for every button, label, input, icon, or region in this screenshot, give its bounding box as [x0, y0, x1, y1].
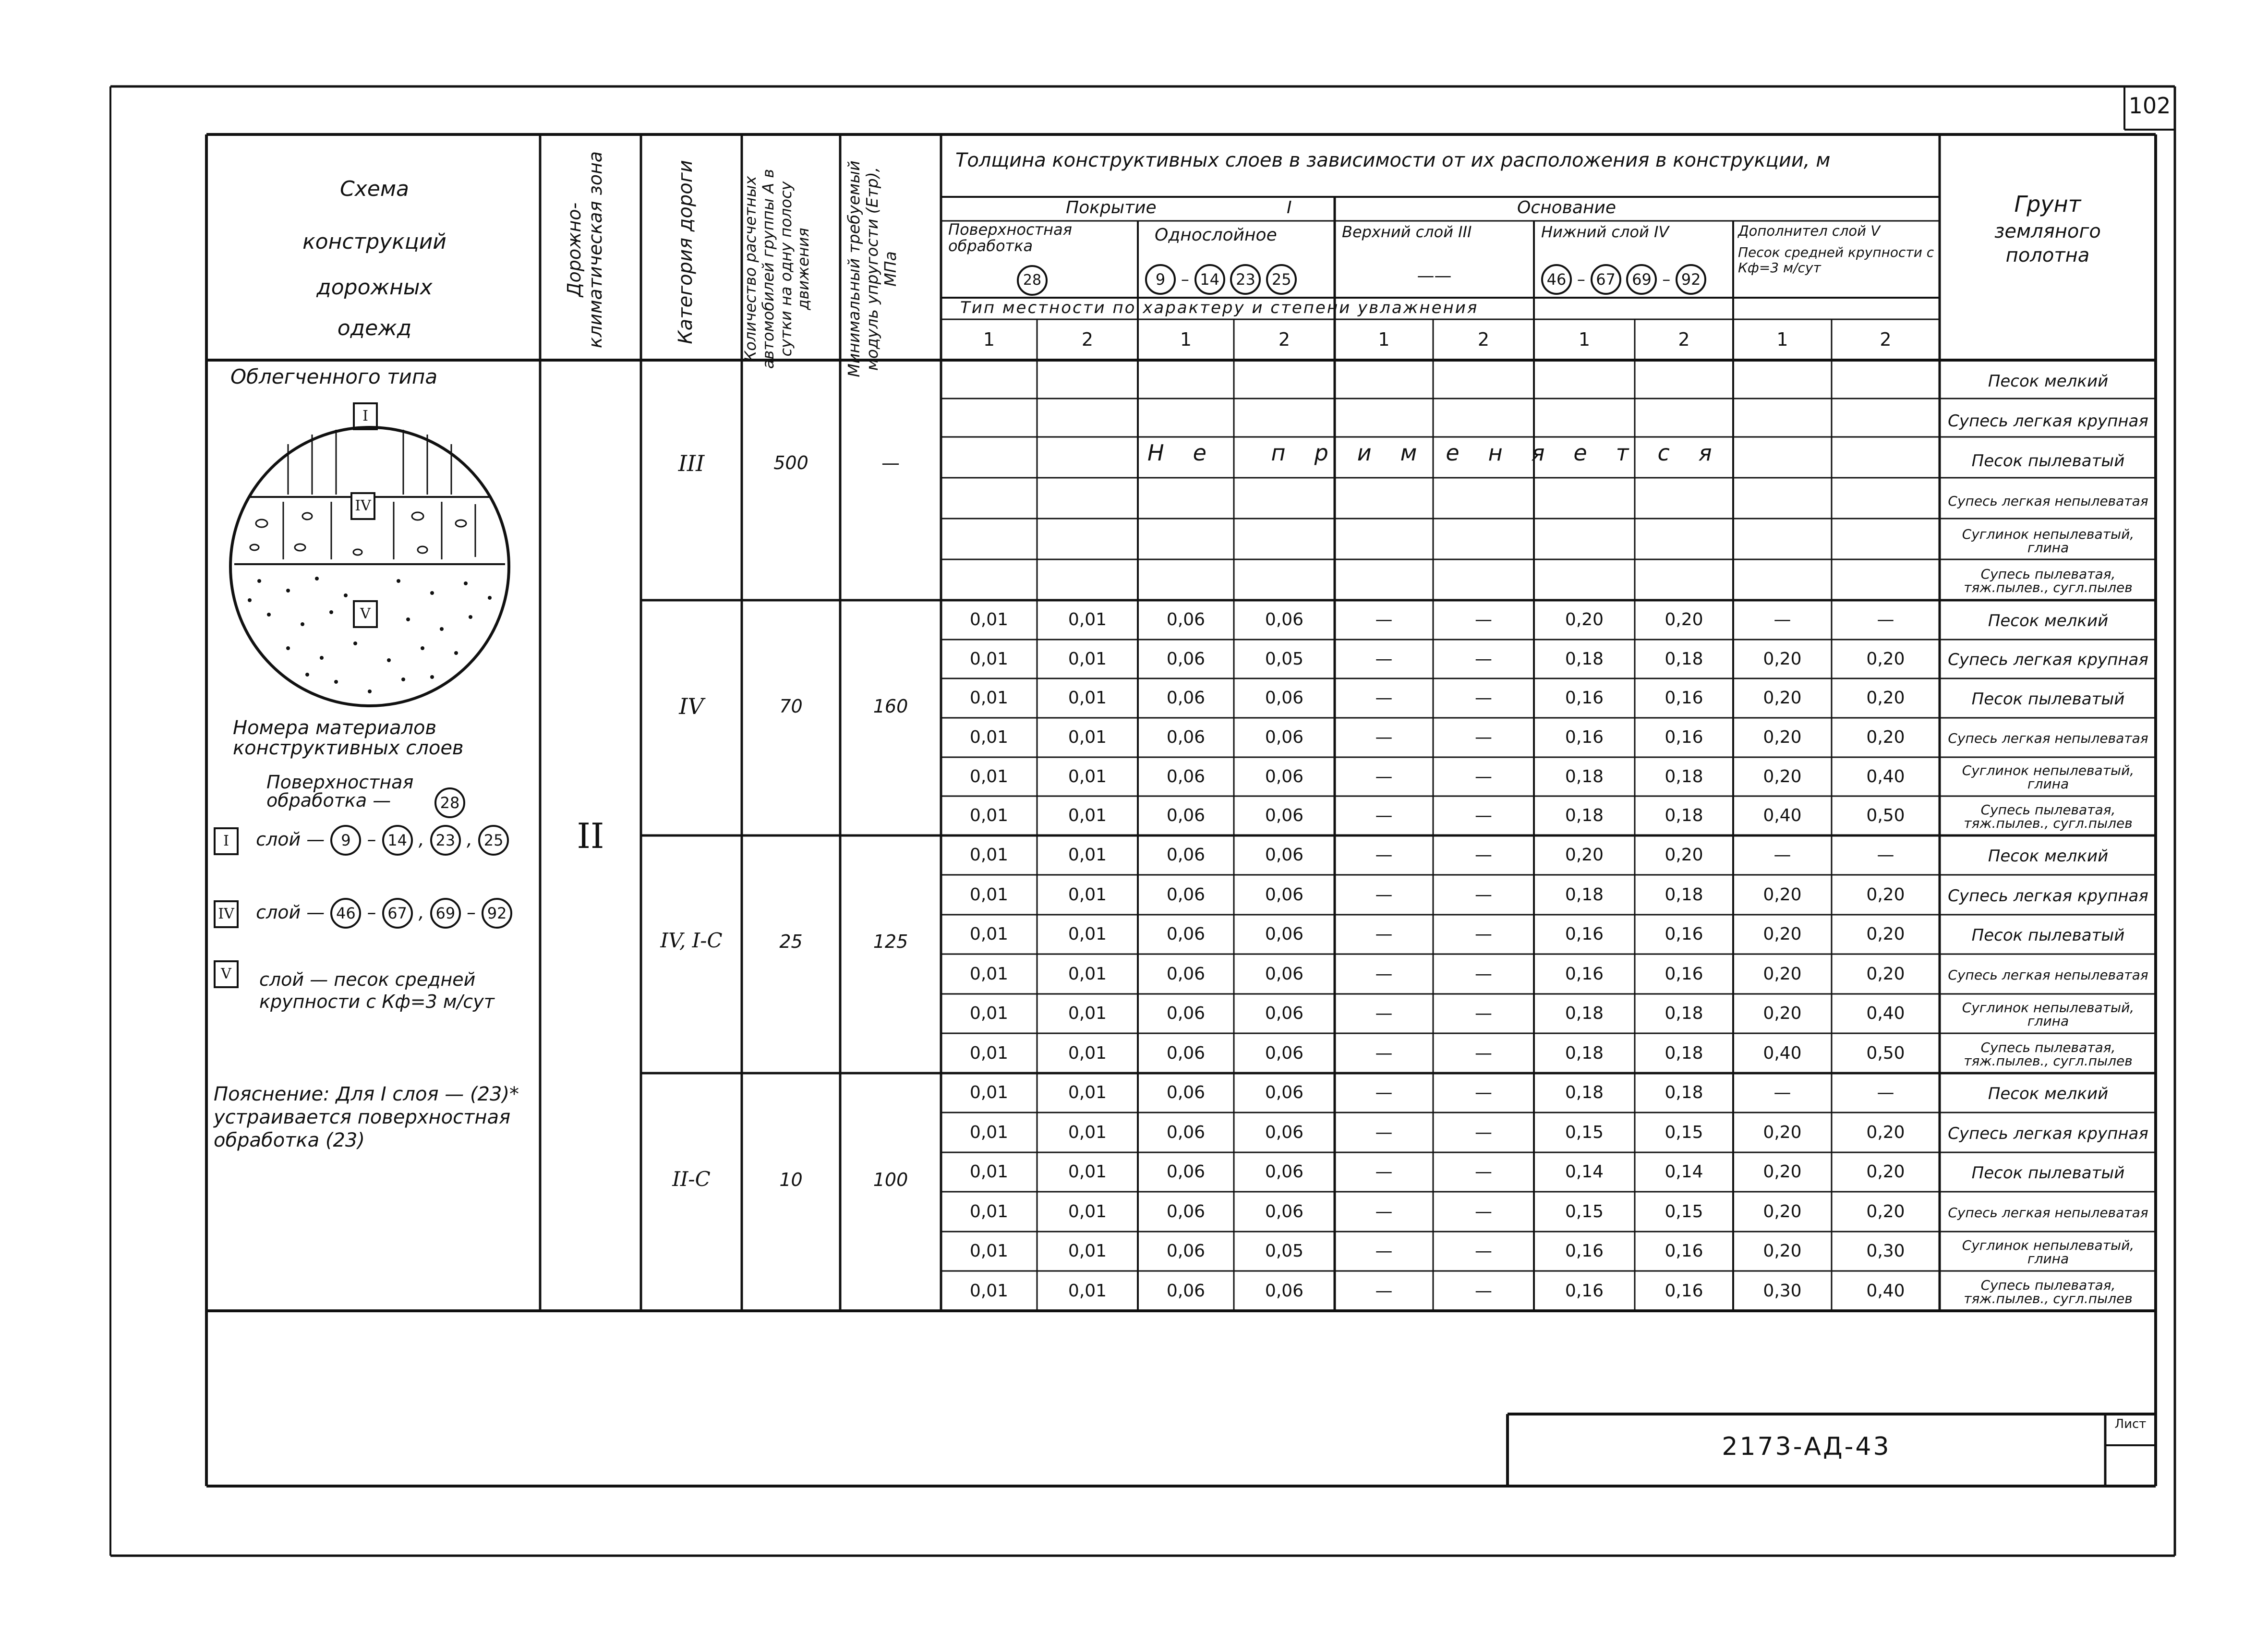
thickness-cell: 0,16	[1665, 688, 1703, 708]
material-number-circle: 25	[1266, 264, 1297, 295]
thickness-cell: 0,01	[1068, 1162, 1107, 1182]
thickness-cell: 0,06	[1166, 1162, 1206, 1182]
thickness-cell: 0,06	[1265, 1043, 1304, 1063]
thickness-cell: —	[1375, 1043, 1393, 1063]
thickness-cell: 0,18	[1665, 1004, 1703, 1024]
coating-num: I	[1287, 198, 1292, 218]
soil-type-label: Супесь легкая крупная	[1948, 886, 2148, 906]
thickness-cell: 0,20	[1866, 688, 1905, 708]
scheme-header-line3: дорожных	[316, 275, 433, 300]
thickness-cell: 0,06	[1265, 1162, 1304, 1182]
material-number-circle: 69	[430, 898, 461, 929]
soil-type-label: Супесь пылеватая, тяж.пылев., сугл.пылев	[1964, 1039, 2133, 1069]
additional-layer-header: Дополнител слой V	[1738, 223, 1881, 239]
thickness-cell: —	[1375, 1281, 1393, 1301]
thickness-cell: 0,20	[1763, 766, 1802, 786]
thickness-cell: —	[1375, 1122, 1393, 1142]
layer-label-middle: IV	[350, 492, 375, 520]
upper-layer-header: Верхний слой III	[1342, 223, 1472, 241]
thickness-cell: —	[1475, 1241, 1492, 1261]
thickness-cell: 0,06	[1265, 1201, 1304, 1222]
thickness-cell: —	[1375, 924, 1393, 944]
legend-row-layer-4: IV слой — 46 – 67 , 69 – 92	[214, 898, 512, 929]
thickness-cell: 0,01	[1068, 727, 1107, 747]
material-number-circle: 23	[430, 825, 461, 856]
single-layer-header: Однослойное	[1155, 225, 1277, 245]
thickness-cell: 0,40	[1763, 806, 1802, 826]
min-modulus-value: 125	[873, 931, 908, 952]
thickness-cell: 0,05	[1265, 649, 1304, 669]
thickness-cell: —	[1475, 649, 1492, 669]
thickness-cell: 0,01	[1068, 845, 1107, 865]
thickness-cell: 0,20	[1665, 609, 1703, 629]
thickness-cell: 0,14	[1665, 1162, 1703, 1182]
soil-type-label: Песок пылеватый	[1971, 451, 2125, 471]
thickness-cell: 0,15	[1565, 1201, 1604, 1222]
thickness-cell: 0,20	[1763, 1122, 1802, 1142]
scheme-header-line4: одежд	[337, 316, 412, 340]
thickness-cell: 0,18	[1565, 1083, 1604, 1103]
soil-type-label: Супесь легкая крупная	[1948, 1124, 2148, 1143]
thickness-cell: 0,40	[1763, 1043, 1802, 1063]
thickness-cell: —	[1475, 766, 1492, 786]
thickness-cell: —	[1877, 845, 1894, 865]
min-modulus-value: 100	[873, 1169, 908, 1190]
min-modulus-header: Минимальный требуемый модуль упругости (Eтр), МПа	[844, 160, 900, 377]
thickness-cell: 0,20	[1763, 1004, 1802, 1024]
legend-row-layer-1: I слой — 9 – 14 , 23 , 25	[214, 825, 509, 856]
thickness-cell: —	[1475, 924, 1492, 944]
thickness-cell: 0,06	[1265, 1004, 1304, 1024]
soil-type-label: Супесь пылеватая, тяж.пылев., сугл.пылев	[1964, 566, 2133, 596]
thickness-cell: 0,01	[969, 1004, 1009, 1024]
thickness-cell: 0,18	[1665, 649, 1703, 669]
legend-row-layer-5	[214, 960, 239, 988]
material-number-circle: 28	[434, 787, 465, 818]
layer-label-top: I	[353, 402, 378, 430]
thickness-cell: 0,18	[1565, 1004, 1604, 1024]
thickness-cell: 0,01	[969, 649, 1009, 669]
thickness-cell: 0,01	[969, 964, 1009, 984]
climatic-zone-value: II	[577, 816, 604, 856]
layer-number-box: I	[214, 827, 239, 855]
thickness-cell: 0,06	[1166, 845, 1206, 865]
thickness-cell: 0,01	[1068, 1122, 1107, 1142]
thickness-cell: 0,20	[1866, 884, 1905, 905]
thickness-cell: —	[1475, 845, 1492, 865]
soil-type-label: Супесь пылеватая, тяж.пылев., сугл.пылев	[1964, 1277, 2133, 1306]
scheme-header-line2: конструкций	[302, 230, 446, 254]
col-number: 2	[1880, 329, 1892, 350]
surface-treatment-material	[1017, 265, 1048, 296]
material-number-circle: 14	[1194, 264, 1225, 295]
explanation-note: Пояснение: Для I слоя — (23)* устраивается поверхностная обработка (23)	[214, 1083, 519, 1151]
thickness-cell: 0,20	[1763, 884, 1802, 905]
material-number-circle: 25	[478, 825, 509, 856]
soil-type-label: Суглинок непылеватый, глина	[1962, 1000, 2135, 1029]
col-number: 2	[1477, 329, 1490, 350]
thickness-cell: 0,16	[1565, 1241, 1604, 1261]
scheme-header-line1: Схема	[340, 177, 409, 201]
thickness-cell: —	[1475, 1004, 1492, 1024]
thickness-cell: 0,01	[969, 766, 1009, 786]
thickness-cell: 0,06	[1166, 1043, 1206, 1063]
thickness-cell: —	[1773, 609, 1791, 629]
thickness-cell: —	[1773, 1083, 1791, 1103]
thickness-cell: 0,01	[1068, 884, 1107, 905]
thickness-cell: 0,06	[1265, 884, 1304, 905]
thickness-cell: 0,06	[1265, 924, 1304, 944]
thickness-cell: 0,06	[1166, 806, 1206, 826]
thickness-cell: —	[1375, 766, 1393, 786]
thickness-cell: 0,01	[969, 1241, 1009, 1261]
soil-type-label: Суглинок непылеватый, глина	[1962, 762, 2135, 792]
thickness-cell: 0,30	[1763, 1281, 1802, 1301]
thickness-cell: —	[1475, 1162, 1492, 1182]
single-layer-materials: 9 – 14 23 25	[1145, 264, 1297, 295]
material-number-circle: 92	[1676, 264, 1706, 295]
thickness-cell: —	[1375, 609, 1393, 629]
thickness-cell: 0,06	[1265, 766, 1304, 786]
thickness-cell: 0,18	[1565, 649, 1604, 669]
soil-type-label: Супесь легкая непылеватая	[1948, 730, 2148, 746]
material-number-circle: 46	[1541, 264, 1572, 295]
thickness-cell: —	[1475, 688, 1492, 708]
legend-title: Номера материалов конструктивных слоев	[233, 717, 464, 759]
thickness-cell: 0,16	[1665, 1281, 1703, 1301]
thickness-cell: 0,06	[1166, 1201, 1206, 1222]
road-category-value: IV, I-С	[660, 929, 723, 952]
soil-type-label: Песок пылеватый	[1971, 1163, 2125, 1183]
thickness-cell: —	[1877, 1083, 1894, 1103]
sheet-corner-number: 102	[2128, 93, 2171, 119]
thickness-cell: 0,06	[1265, 688, 1304, 708]
soil-type-label: Песок мелкий	[1988, 371, 2109, 391]
thickness-cell: 0,01	[969, 845, 1009, 865]
thickness-cell: 0,30	[1866, 1241, 1905, 1261]
thickness-cell: 0,40	[1866, 1004, 1905, 1024]
thickness-cell: —	[1375, 1083, 1393, 1103]
thickness-cell: 0,01	[969, 727, 1009, 747]
thickness-cell: 0,20	[1866, 1122, 1905, 1142]
thickness-cell: 0,20	[1866, 1162, 1905, 1182]
soil-type-label: Супесь легкая непылеватая	[1948, 967, 2148, 983]
thickness-cell: 0,40	[1866, 766, 1905, 786]
vehicle-count-value: 25	[779, 931, 803, 952]
coating-header: Покрытие	[1066, 198, 1157, 218]
layer-number-box: IV	[214, 900, 239, 928]
thickness-cell: 0,01	[1068, 1241, 1107, 1261]
thickness-cell: 0,01	[969, 924, 1009, 944]
thickness-cell: 0,18	[1565, 1043, 1604, 1063]
thickness-cell: 0,06	[1265, 845, 1304, 865]
thickness-cell: —	[1475, 727, 1492, 747]
thickness-cell: 0,06	[1166, 1241, 1206, 1261]
thickness-cell: 0,06	[1265, 964, 1304, 984]
thickness-cell: 0,06	[1166, 609, 1206, 629]
col-number: 1	[983, 329, 995, 350]
thickness-cell: 0,16	[1565, 1281, 1604, 1301]
thickness-cell: —	[1375, 727, 1393, 747]
thickness-cell: —	[1375, 845, 1393, 865]
thickness-cell: —	[1773, 845, 1791, 865]
legend-row-layer-5-text: слой — песок средней крупности с Кф=3 м/сут	[259, 969, 495, 1012]
legend-surface-treatment: Поверхностная обработка —	[266, 772, 414, 811]
thickness-cell: 0,01	[969, 1281, 1009, 1301]
thickness-cell: 0,50	[1866, 1043, 1905, 1063]
road-category-value: IV	[679, 693, 704, 719]
road-category-value: III	[678, 450, 705, 476]
thickness-cell: 0,01	[1068, 806, 1107, 826]
thickness-cell: 0,16	[1665, 1241, 1703, 1261]
material-number-circle: 9	[330, 825, 361, 856]
thickness-cell: 0,01	[1068, 609, 1107, 629]
document-code: 2173-АД-43	[1722, 1432, 1891, 1461]
col-number: 1	[1776, 329, 1788, 350]
thickness-cell: 0,16	[1665, 727, 1703, 747]
thickness-cell: 0,01	[1068, 1281, 1107, 1301]
thickness-cell: 0,01	[1068, 1083, 1107, 1103]
thickness-cell: 0,06	[1166, 924, 1206, 944]
col-number: 2	[1278, 329, 1291, 350]
thickness-cell: 0,01	[969, 1162, 1009, 1182]
soil-header-line2: земляного	[1994, 220, 2101, 242]
thickness-cell: 0,16	[1565, 688, 1604, 708]
thickness-cell: —	[1475, 1122, 1492, 1142]
soil-type-label: Супесь легкая непылеватая	[1948, 1204, 2148, 1221]
thickness-cell: 0,01	[969, 1043, 1009, 1063]
thickness-cell: 0,06	[1166, 766, 1206, 786]
vehicle-count-value: 10	[779, 1169, 803, 1190]
layer-label-bottom: V	[353, 600, 378, 628]
vehicle-count-value: 500	[773, 452, 808, 473]
thickness-cell: —	[1475, 1201, 1492, 1222]
thickness-cell: 0,20	[1763, 727, 1802, 747]
upper-layer-value: ——	[1417, 266, 1452, 286]
thickness-cell: —	[1877, 609, 1894, 629]
thickness-cell: 0,06	[1265, 727, 1304, 747]
sheet-label: Лист	[2114, 1417, 2147, 1431]
material-number-circle: 67	[382, 898, 413, 929]
thickness-cell: —	[1375, 884, 1393, 905]
col-number: 1	[1180, 329, 1192, 350]
col-number: 1	[1578, 329, 1591, 350]
thickness-cell: 0,06	[1166, 1122, 1206, 1142]
soil-type-label: Песок мелкий	[1988, 1084, 2109, 1104]
thickness-cell: 0,20	[1763, 1162, 1802, 1182]
soil-type-label: Супесь пылеватая, тяж.пылев., сугл.пылев	[1964, 802, 2133, 832]
soil-type-label: Суглинок непылеватый, глина	[1962, 526, 2135, 556]
thickness-cell: —	[1375, 1241, 1393, 1261]
construction-type-label: Облегченного типа	[230, 365, 438, 388]
not-applicable-label: Не применяется	[1147, 440, 1741, 466]
thickness-cell: 0,18	[1665, 884, 1703, 905]
thickness-cell: 0,40	[1866, 1281, 1905, 1301]
material-number-circle: 28	[1017, 265, 1048, 296]
soil-header-line3: полотна	[2005, 244, 2090, 266]
thickness-cell: 0,16	[1665, 964, 1703, 984]
thickness-cell: 0,06	[1166, 727, 1206, 747]
thickness-cell: 0,01	[1068, 924, 1107, 944]
thickness-cell: 0,18	[1665, 766, 1703, 786]
thickness-cell: 0,20	[1763, 688, 1802, 708]
thickness-cell: 0,06	[1265, 806, 1304, 826]
thickness-cell: —	[1475, 1043, 1492, 1063]
thickness-cell: 0,06	[1166, 1281, 1206, 1301]
thickness-cell: 0,14	[1565, 1162, 1604, 1182]
thickness-cell: 0,06	[1265, 609, 1304, 629]
soil-type-label: Песок мелкий	[1988, 847, 2109, 866]
material-number-circle: 67	[1591, 264, 1621, 295]
soil-type-label: Песок пылеватый	[1971, 689, 2125, 709]
thickness-cell: 0,20	[1565, 845, 1604, 865]
thickness-cell: 0,18	[1565, 766, 1604, 786]
thickness-cell: 0,06	[1265, 1083, 1304, 1103]
thickness-cell: —	[1375, 649, 1393, 669]
thickness-cell: 0,20	[1866, 924, 1905, 944]
material-number-circle: 69	[1626, 264, 1657, 295]
thickness-cell: 0,18	[1665, 1043, 1703, 1063]
thickness-cell: 0,20	[1763, 649, 1802, 669]
thickness-cell: —	[1475, 609, 1492, 629]
thickness-cell: —	[1375, 806, 1393, 826]
road-category-value: II-С	[672, 1167, 711, 1191]
climatic-zone-header: Дорожно-климатическая зона	[564, 151, 606, 349]
min-modulus-value: —	[881, 452, 900, 473]
thickness-cell: 0,20	[1763, 1201, 1802, 1222]
thickness-cell: 0,01	[969, 884, 1009, 905]
soil-header-line1: Грунт	[2014, 191, 2081, 217]
material-number-circle: 46	[330, 898, 361, 929]
road-category-header: Категория дороги	[675, 160, 697, 344]
thickness-cell: 0,16	[1665, 924, 1703, 944]
additional-layer-desc: Песок средней крупности с Кф=3 м/сут	[1738, 244, 1934, 276]
thickness-cell: 0,05	[1265, 1241, 1304, 1261]
material-number-circle: 9	[1145, 264, 1176, 295]
thickness-cell: 0,18	[1665, 1083, 1703, 1103]
thickness-cell: 0,15	[1565, 1122, 1604, 1142]
thickness-cell: —	[1375, 964, 1393, 984]
thickness-cell: —	[1375, 1162, 1393, 1182]
thickness-cell: 0,50	[1866, 806, 1905, 826]
thickness-cell: 0,20	[1866, 649, 1905, 669]
thickness-cell: —	[1475, 884, 1492, 905]
thickness-cell: 0,06	[1166, 688, 1206, 708]
thickness-cell: 0,20	[1565, 609, 1604, 629]
thickness-cell: 0,20	[1665, 845, 1703, 865]
thickness-cell: 0,06	[1166, 964, 1206, 984]
material-number-circle: 14	[382, 825, 413, 856]
thickness-cell: 0,01	[969, 688, 1009, 708]
thickness-cell: 0,06	[1166, 884, 1206, 905]
soil-type-label: Песок мелкий	[1988, 611, 2109, 630]
thickness-cell: —	[1375, 1004, 1393, 1024]
base-header: Основание	[1517, 198, 1617, 218]
col-number: 2	[1678, 329, 1690, 350]
thickness-cell: —	[1475, 1281, 1492, 1301]
thickness-cell: —	[1475, 1083, 1492, 1103]
soil-type-label: Супесь легкая крупная	[1948, 411, 2148, 431]
thickness-cell: 0,15	[1665, 1201, 1703, 1222]
thickness-cell: 0,01	[1068, 1004, 1107, 1024]
material-number-circle: 23	[1230, 264, 1261, 295]
soil-type-label: Супесь легкая крупная	[1948, 650, 2148, 670]
thickness-cell: 0,01	[969, 1122, 1009, 1142]
thickness-cell: 0,06	[1166, 1083, 1206, 1103]
vehicle-count-value: 70	[779, 696, 803, 717]
thickness-cell: 0,18	[1665, 806, 1703, 826]
thickness-cell: 0,01	[1068, 1201, 1107, 1222]
thickness-cell: 0,20	[1866, 964, 1905, 984]
thickness-cell: 0,01	[1068, 766, 1107, 786]
legend-surface-material	[434, 787, 465, 818]
thickness-cell: 0,01	[1068, 688, 1107, 708]
thickness-cell: 0,06	[1265, 1122, 1304, 1142]
thickness-cell: 0,18	[1565, 806, 1604, 826]
lower-layer-materials: 46 – 67 69 – 92	[1541, 264, 1706, 295]
thickness-cell: 0,16	[1565, 727, 1604, 747]
thickness-cell: 0,06	[1166, 1004, 1206, 1024]
thickness-cell: 0,15	[1665, 1122, 1703, 1142]
thickness-cell: 0,01	[969, 1201, 1009, 1222]
thickness-cell: 0,01	[969, 1083, 1009, 1103]
thickness-cell: —	[1475, 806, 1492, 826]
col-number: 2	[1081, 329, 1094, 350]
surface-treatment-header: Поверхностная обработка	[948, 220, 1072, 255]
thickness-cell: 0,18	[1565, 884, 1604, 905]
thickness-cell: 0,16	[1565, 964, 1604, 984]
thickness-cell: —	[1475, 964, 1492, 984]
min-modulus-value: 160	[873, 696, 908, 717]
col-number: 1	[1378, 329, 1390, 350]
thickness-cell: 0,16	[1565, 924, 1604, 944]
thickness-cell: —	[1375, 1201, 1393, 1222]
thickness-cell: 0,20	[1866, 727, 1905, 747]
vehicle-count-header: Количество расчетных автомобилей группы А в сутки на одну полосу движения	[741, 169, 813, 369]
thickness-cell: 0,06	[1166, 649, 1206, 669]
soil-type-label: Песок пылеватый	[1971, 926, 2125, 945]
material-number-circle: 92	[482, 898, 512, 929]
thickness-cell: 0,20	[1763, 1241, 1802, 1261]
soil-type-label: Суглинок непылеватый, глина	[1962, 1237, 2135, 1267]
thickness-cell: 0,20	[1866, 1201, 1905, 1222]
soil-type-label: Супесь легкая непылеватая	[1948, 493, 2148, 509]
thickness-cell: 0,01	[1068, 649, 1107, 669]
thickness-cell: 0,20	[1763, 964, 1802, 984]
thickness-cell: 0,01	[1068, 1043, 1107, 1063]
thickness-cell: —	[1375, 688, 1393, 708]
thickness-cell: 0,01	[969, 806, 1009, 826]
thickness-cell: 0,06	[1265, 1281, 1304, 1301]
layer-number-box: V	[214, 960, 239, 988]
thickness-cell: 0,20	[1763, 924, 1802, 944]
thickness-cell: 0,01	[1068, 964, 1107, 984]
thickness-cell: 0,01	[969, 609, 1009, 629]
thickness-header: Толщина конструктивных слоев в зависимости от их расположения в конструкции, м	[955, 149, 1831, 171]
terrain-type-header: Тип местности по характеру и степени увлажнения	[960, 298, 1479, 317]
lower-layer-header: Нижний слой IV	[1541, 223, 1669, 241]
